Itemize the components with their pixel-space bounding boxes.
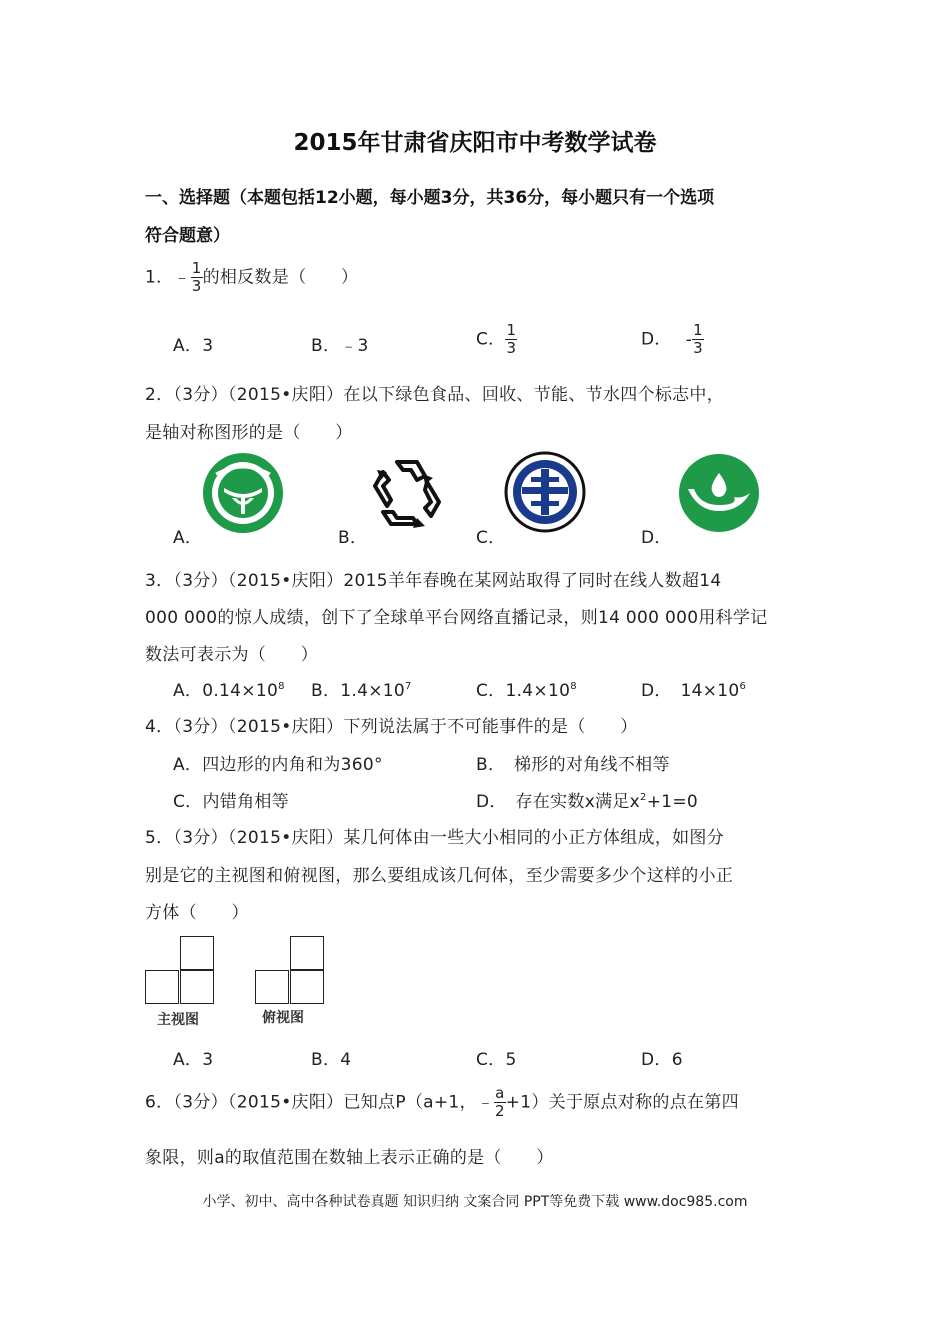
front-view-cube — [180, 970, 214, 1004]
question-3-line3: 数法可表示为（ ） — [145, 645, 318, 665]
question-2-line2: 是轴对称图形的是（ ） — [145, 423, 353, 443]
section-heading-line2: 符合题意） — [145, 226, 230, 246]
q3-option-d-exp: 6 — [739, 681, 747, 692]
section-heading-line1: 一、选择题（本题包括12小题，每小题3分，共36分，每小题只有一个选项 — [145, 188, 715, 208]
q1-option-d-neg: - — [685, 329, 693, 350]
q4-option-a: A．四边形的内角和为360° — [173, 755, 383, 775]
q1-c-num: 1 — [506, 321, 517, 339]
energy-saving-logo-icon — [504, 451, 586, 533]
top-view-label: 俯视图 — [262, 1010, 304, 1026]
question-2-line1: 2．（3分）（2015•庆阳）在以下绿色食品、回收、节能、节水四个标志中， — [145, 385, 725, 405]
q1-frac-num: 1 — [191, 259, 202, 277]
q4-option-d-tail: +1=0 — [646, 792, 699, 812]
q3-option-b-base: B．1.4×10 — [311, 681, 405, 701]
q1-option-c — [476, 322, 517, 357]
question-5-line3: 方体（ ） — [145, 903, 249, 923]
page-footer: 小学、初中、高中各种试卷真题 知识归纳 文案合同 PPT等免费下载 www.doc985.com — [202, 1194, 748, 1210]
q1-option-c-label: C． — [476, 329, 506, 350]
q1-neg: ﹣ — [173, 267, 191, 288]
q4-option-d — [476, 787, 698, 812]
q1-option-c-fraction — [505, 322, 517, 357]
q1-number: 1． — [145, 267, 174, 288]
question-6-line2: 象限，则a的取值范围在数轴上表示正确的是（ ） — [145, 1148, 554, 1168]
question-6-line1 — [145, 1085, 739, 1120]
q3-option-c — [476, 676, 577, 701]
front-view-label: 主视图 — [157, 1012, 199, 1028]
q3-option-c-exp: 8 — [570, 681, 577, 692]
q1-c-den: 3 — [506, 339, 517, 357]
q3-option-d-base: D． 14×10 — [641, 681, 740, 701]
q5-option-d: D．6 — [641, 1050, 683, 1070]
q1-option-a: A．3 — [173, 336, 214, 356]
q3-option-a — [173, 676, 285, 701]
water-saving-logo-icon — [678, 453, 760, 533]
front-view-cube — [145, 970, 179, 1004]
question-4-line1: 4．（3分）（2015•庆阳）下列说法属于不可能事件的是（ ） — [145, 717, 638, 737]
q6-frac-num: a — [495, 1084, 505, 1102]
q2-option-b: B． — [338, 528, 368, 548]
q1-option-b: B．﹣3 — [311, 336, 369, 356]
q4-option-d-base: D． 存在实数x满足x — [476, 792, 641, 812]
question-3-line1: 3．（3分）（2015•庆阳）2015羊年春晚在某网站取得了同时在线人数超14 — [145, 571, 722, 591]
q3-option-c-base: C．1.4×10 — [476, 681, 571, 701]
q3-option-d — [641, 676, 746, 701]
q6-post: +1）关于原点对称的点在第四 — [505, 1092, 739, 1113]
q1-text: 的相反数是（ ） — [202, 267, 359, 288]
q1-frac-den: 3 — [191, 277, 202, 295]
q3-option-b — [311, 676, 412, 701]
q5-option-a: A．3 — [173, 1050, 214, 1070]
question-5-line2: 别是它的主视图和俯视图，那么要组成该几何体，至少需要多少个这样的小正 — [145, 866, 734, 886]
top-view-cube — [255, 970, 289, 1004]
q5-option-c: C．5 — [476, 1050, 517, 1070]
page-title: 2015年甘肃省庆阳市中考数学试卷 — [293, 130, 657, 156]
green-food-logo-icon — [202, 452, 284, 534]
question-1 — [145, 260, 358, 295]
front-view-cube — [180, 936, 214, 970]
q1-fraction — [191, 260, 203, 295]
q5-option-b: B．4 — [311, 1050, 352, 1070]
q4-option-d-exp: 2 — [640, 792, 647, 803]
q6-fraction — [494, 1085, 506, 1120]
q3-option-a-exp: 8 — [278, 681, 285, 692]
q4-option-c: C．内错角相等 — [173, 792, 289, 812]
q4-option-b: B． 梯形的对角线不相等 — [476, 755, 670, 775]
top-view-cube — [290, 970, 324, 1004]
q2-option-a: A． — [173, 528, 203, 548]
q3-option-a-base: A．0.14×10 — [173, 681, 279, 701]
q1-d-den: 3 — [693, 339, 703, 357]
q1-d-num: 1 — [693, 321, 703, 339]
q1-option-d-label: D． — [641, 329, 672, 350]
q1-option-d-fraction — [692, 322, 704, 357]
q3-option-b-exp: 7 — [404, 681, 412, 692]
recycle-logo-icon — [367, 456, 447, 532]
question-3-line2: 000 000的惊人成绩，创下了全球单平台网络直播记录，则14 000 000用科学记 — [145, 608, 768, 628]
question-5-line1: 5．（3分）（2015•庆阳）某几何体由一些大小相同的小正方体组成，如图分 — [145, 828, 725, 848]
q6-frac-den: 2 — [494, 1102, 505, 1120]
q2-option-d: D． — [641, 528, 672, 548]
top-view-cube — [290, 936, 324, 970]
q1-option-d — [641, 322, 704, 357]
q6-pre: 6．（3分）（2015•庆阳）已知点P（a+1，﹣ — [145, 1092, 495, 1113]
q2-option-c: C． — [476, 528, 506, 548]
